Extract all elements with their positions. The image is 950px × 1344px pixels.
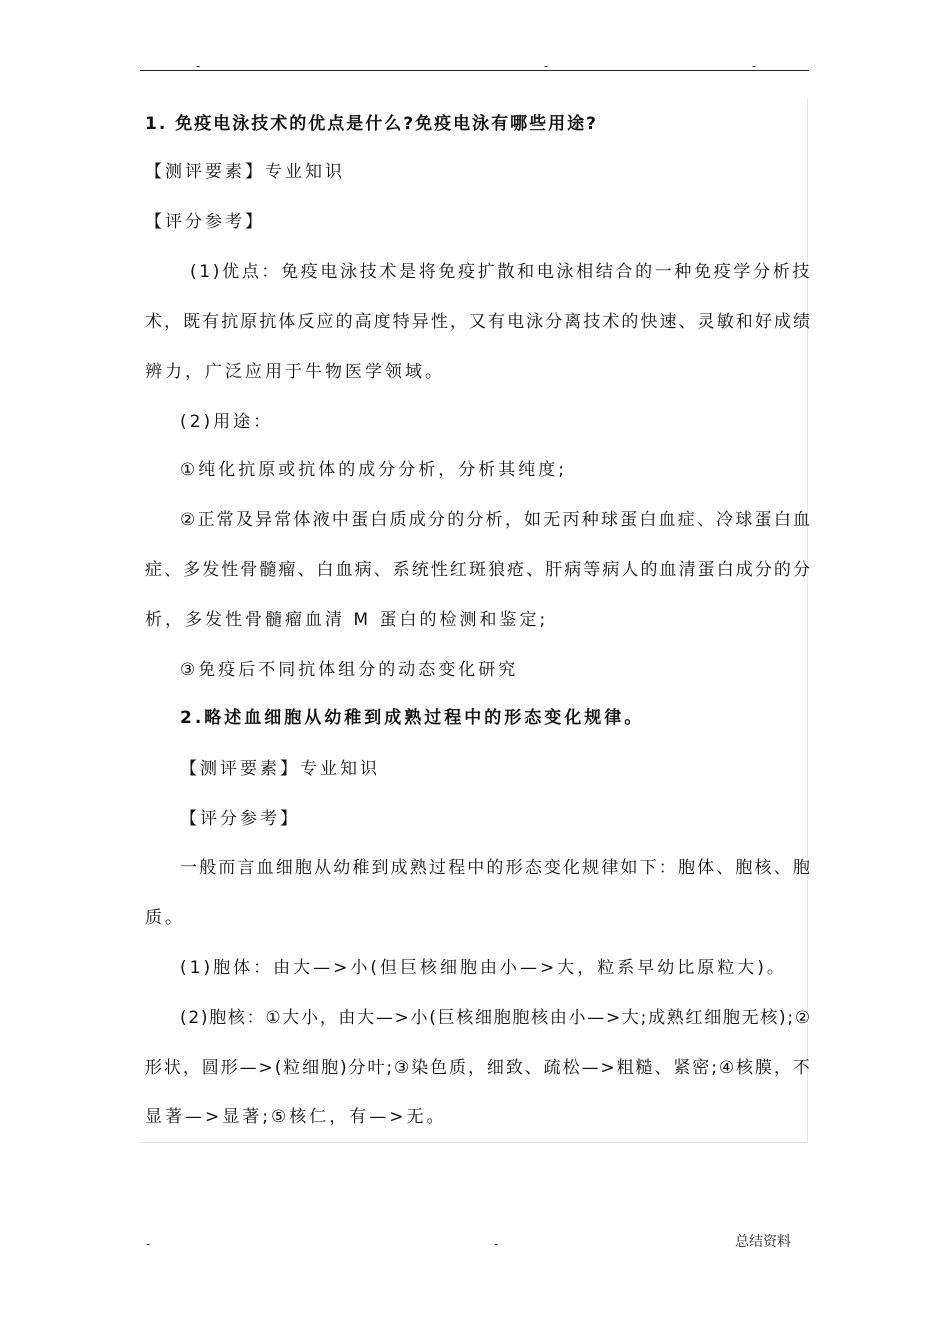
q1-uses-heading: (2)用途： — [180, 412, 274, 432]
header-dash-right: - — [752, 59, 757, 73]
q1-use-item-2-line-1: ②正常及异常体液中蛋白质成分的分析，如无丙种球蛋白血症、冷球蛋白血 — [180, 510, 813, 530]
q2-nucleus-line-1: (2)胞核：①大小，由大—>小(巨核细胞胞核由小—>大;成熟红细胞无核);② — [180, 1008, 812, 1028]
q2-nucleus-line-2: 形状，圆形—>(粒细胞)分叶;③染色质，细致、疏松—>粗糙、紧密;④核膜，不 — [145, 1058, 812, 1078]
q1-use-item-2-line-3: 析，多发性骨髓瘤血清 M 蛋白的检测和鉴定; — [145, 610, 549, 630]
q1-advantage-line-3: 辨力，广泛应用于牛物医学领域。 — [145, 362, 445, 382]
q2-cell-body: (1)胞体：由大—>小(但巨核细胞由小—>大，粒系早幼比原粒大)。 — [180, 958, 787, 978]
footer-dash-left: - — [146, 1237, 151, 1251]
question-2-elements: 【测评要素】专业知识 — [180, 759, 380, 779]
q1-advantage-line-2: 术，既有抗原抗体反应的高度特异性，又有电泳分离技术的快速、灵敏和好成绩 — [145, 312, 812, 332]
q2-intro-line-1: 一般而言血细胞从幼稚到成熟过程中的形态变化规律如下：胞体、胞核、胞 — [180, 858, 812, 878]
q1-use-item-1: ①纯化抗原或抗体的成分分析，分析其纯度; — [180, 460, 567, 480]
header-dash-left: - — [196, 59, 201, 73]
question-1-title: 1. 免疫电泳技术的优点是什么?免疫电泳有哪些用途? — [145, 114, 598, 134]
header-rule — [140, 70, 809, 71]
question-1-reference: 【评分参考】 — [145, 212, 265, 232]
q2-nucleus-line-3: 显著—>显著;⑤核仁，有—>无。 — [145, 1107, 447, 1127]
q1-use-item-2-line-2: 症、多发性骨髓瘤、白血病、系统性红斑狼疮、肝病等病人的血清蛋白成分的分 — [145, 560, 812, 580]
footer-dash-middle: - — [494, 1237, 499, 1251]
q2-intro-line-2: 质。 — [145, 908, 185, 928]
question-2-title: 2.略述血细胞从幼稚到成熟过程中的形态变化规律。 — [180, 708, 645, 728]
q1-advantage-line-1: (1)优点：免疫电泳技术是将免疫扩散和电泳相结合的一种免疫学分析技 — [190, 262, 813, 282]
header-dash-middle: - — [544, 59, 549, 73]
question-1-elements: 【测评要素】专业知识 — [145, 162, 345, 182]
question-2-reference: 【评分参考】 — [180, 809, 300, 829]
q1-use-item-3: ③免疫后不同抗体组分的动态变化研究 — [180, 660, 519, 680]
footer-label: 总结资料 — [735, 1234, 791, 1250]
